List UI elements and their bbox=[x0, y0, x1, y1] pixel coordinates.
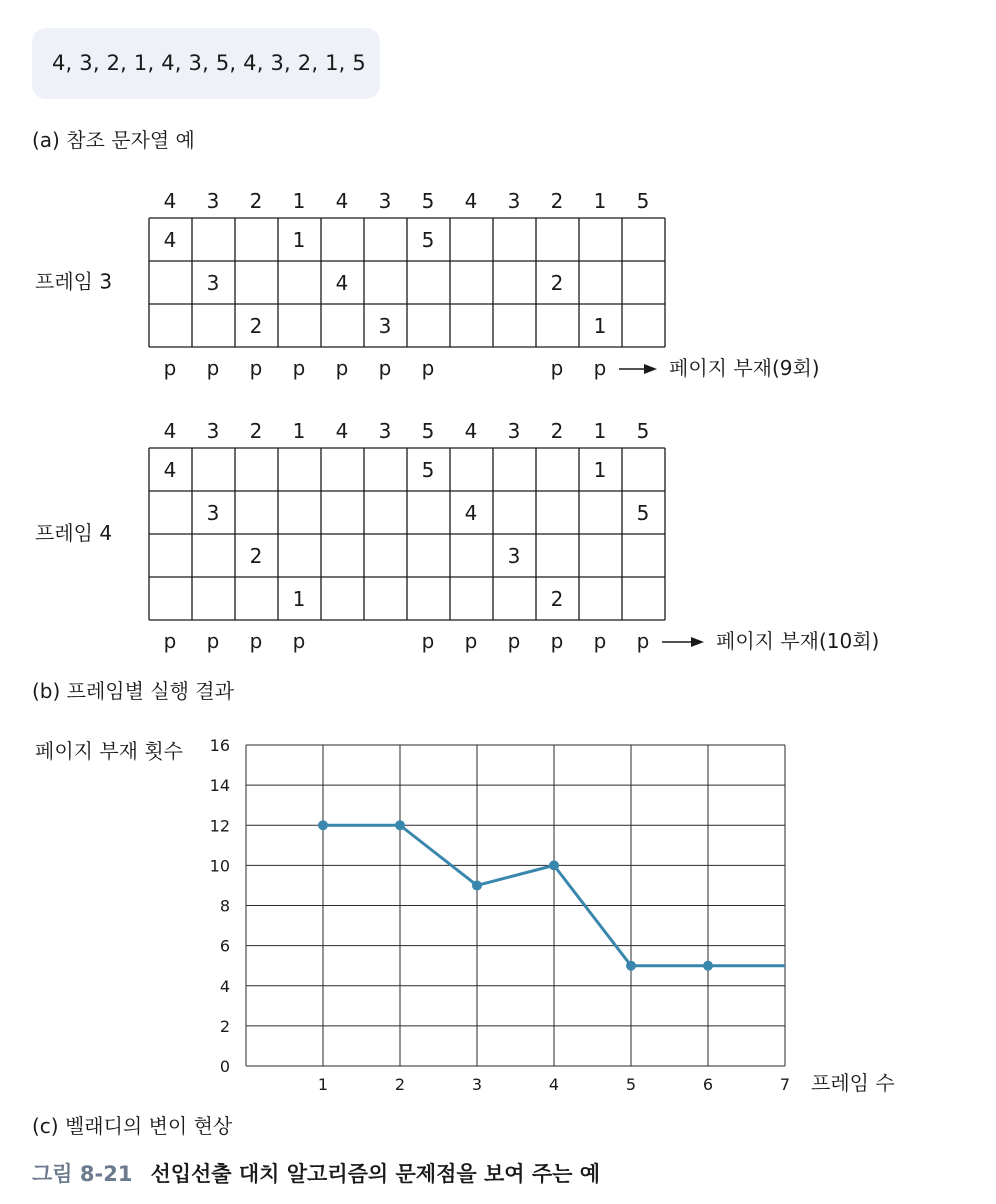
fault-mark: p bbox=[378, 356, 392, 380]
table-cell: 3 bbox=[206, 271, 220, 295]
header-cell: 1 bbox=[593, 189, 607, 213]
table-cell: 1 bbox=[593, 314, 607, 338]
table-cell: 3 bbox=[206, 501, 220, 525]
fault-mark: p bbox=[507, 629, 521, 653]
header-cell: 4 bbox=[335, 419, 349, 443]
table-cell: 4 bbox=[163, 228, 177, 252]
fault-result: 페이지 부재(10회) bbox=[716, 629, 880, 653]
header-cell: 5 bbox=[636, 189, 650, 213]
x-tick-label: 7 bbox=[779, 1075, 791, 1094]
header-cell: 3 bbox=[507, 419, 521, 443]
table-cell: 4 bbox=[335, 271, 349, 295]
table-cell: 4 bbox=[163, 458, 177, 482]
header-cell: 3 bbox=[378, 189, 392, 213]
table-cell: 5 bbox=[636, 501, 650, 525]
fault-mark: p bbox=[292, 356, 306, 380]
header-cell: 4 bbox=[335, 189, 349, 213]
caption-c: (c) 벨래디의 변이 현상 bbox=[32, 1114, 233, 1138]
header-cell: 5 bbox=[421, 419, 435, 443]
header-cell: 5 bbox=[636, 419, 650, 443]
y-tick-label: 12 bbox=[209, 816, 230, 836]
frame-label: 프레임 4 bbox=[35, 521, 113, 545]
arrow-head bbox=[644, 364, 657, 374]
fault-mark: p bbox=[593, 356, 607, 380]
header-cell: 2 bbox=[550, 189, 564, 213]
x-tick-label: 5 bbox=[625, 1075, 637, 1094]
fault-mark: p bbox=[636, 629, 650, 653]
fault-mark: p bbox=[249, 356, 263, 380]
header-cell: 3 bbox=[206, 189, 220, 213]
x-tick-label: 1 bbox=[317, 1075, 329, 1094]
table-cell: 4 bbox=[464, 501, 478, 525]
y-tick-label: 2 bbox=[219, 1016, 230, 1036]
header-cell: 2 bbox=[249, 189, 263, 213]
header-cell: 2 bbox=[550, 419, 564, 443]
caption-b: (b) 프레임별 실행 결과 bbox=[32, 679, 234, 703]
fault-mark: p bbox=[206, 356, 220, 380]
table-cell: 2 bbox=[550, 271, 564, 295]
y-tick-label: 0 bbox=[219, 1057, 230, 1076]
fault-mark: p bbox=[163, 629, 177, 653]
y-tick-label: 8 bbox=[219, 896, 230, 916]
header-cell: 3 bbox=[206, 419, 220, 443]
reference-string: 4, 3, 2, 1, 4, 3, 5, 4, 3, 2, 1, 5 bbox=[52, 51, 366, 75]
frame3-table bbox=[35, 189, 820, 380]
table-cell: 1 bbox=[593, 458, 607, 482]
data-point bbox=[549, 860, 559, 870]
fault-mark: p bbox=[206, 629, 220, 653]
table-cell: 3 bbox=[507, 544, 521, 568]
header-cell: 4 bbox=[163, 189, 177, 213]
header-cell: 4 bbox=[464, 419, 478, 443]
x-tick-label: 3 bbox=[471, 1075, 483, 1094]
x-tick-label: 2 bbox=[394, 1075, 406, 1094]
fault-mark: p bbox=[249, 629, 263, 653]
y-tick-label: 6 bbox=[219, 936, 230, 956]
data-point bbox=[703, 961, 713, 971]
data-point bbox=[626, 961, 636, 971]
arrow-head bbox=[691, 637, 704, 647]
fault-mark: p bbox=[335, 356, 349, 380]
data-point bbox=[395, 820, 405, 830]
fault-mark: p bbox=[550, 356, 564, 380]
x-axis-label: 프레임 수 bbox=[811, 1071, 895, 1095]
table-cell: 2 bbox=[249, 314, 263, 338]
y-tick-label: 4 bbox=[219, 976, 230, 996]
y-tick-label: 10 bbox=[209, 856, 230, 876]
table-cell: 2 bbox=[249, 544, 263, 568]
table-cell: 5 bbox=[421, 458, 435, 482]
fault-mark: p bbox=[292, 629, 306, 653]
fault-mark: p bbox=[593, 629, 607, 653]
table-cell: 5 bbox=[421, 228, 435, 252]
table-cell: 2 bbox=[550, 587, 564, 611]
y-tick-label: 14 bbox=[209, 776, 230, 796]
frame-label: 프레임 3 bbox=[35, 269, 113, 294]
fault-mark: p bbox=[163, 356, 177, 380]
data-point bbox=[472, 880, 482, 890]
data-point bbox=[318, 820, 328, 830]
fault-mark: p bbox=[464, 629, 478, 653]
y-tick-label: 16 bbox=[209, 736, 230, 755]
fault-result: 페이지 부재(9회) bbox=[669, 356, 820, 380]
y-axis-label: 페이지 부재 횟수 bbox=[35, 739, 183, 763]
x-tick-label: 6 bbox=[702, 1075, 714, 1094]
fault-mark: p bbox=[421, 629, 435, 653]
table-cell: 1 bbox=[292, 587, 306, 611]
header-cell: 1 bbox=[292, 189, 306, 213]
header-cell: 1 bbox=[292, 419, 306, 443]
header-cell: 1 bbox=[593, 419, 607, 443]
belady-chart bbox=[35, 736, 895, 1095]
header-cell: 4 bbox=[163, 419, 177, 443]
fault-mark: p bbox=[550, 629, 564, 653]
header-cell: 4 bbox=[464, 189, 478, 213]
table-cell: 1 bbox=[292, 228, 306, 252]
caption-a: (a) 참조 문자열 예 bbox=[32, 128, 195, 152]
frame4-table bbox=[35, 419, 879, 653]
header-cell: 2 bbox=[249, 419, 263, 443]
figure-number: 그림 8-21 bbox=[32, 1162, 133, 1186]
header-cell: 5 bbox=[421, 189, 435, 213]
table-cell: 3 bbox=[378, 314, 392, 338]
figure-title: 선입선출 대치 알고리즘의 문제점을 보여 주는 예 bbox=[150, 1162, 601, 1186]
header-cell: 3 bbox=[378, 419, 392, 443]
header-cell: 3 bbox=[507, 189, 521, 213]
x-tick-label: 4 bbox=[548, 1075, 560, 1094]
fault-mark: p bbox=[421, 356, 435, 380]
